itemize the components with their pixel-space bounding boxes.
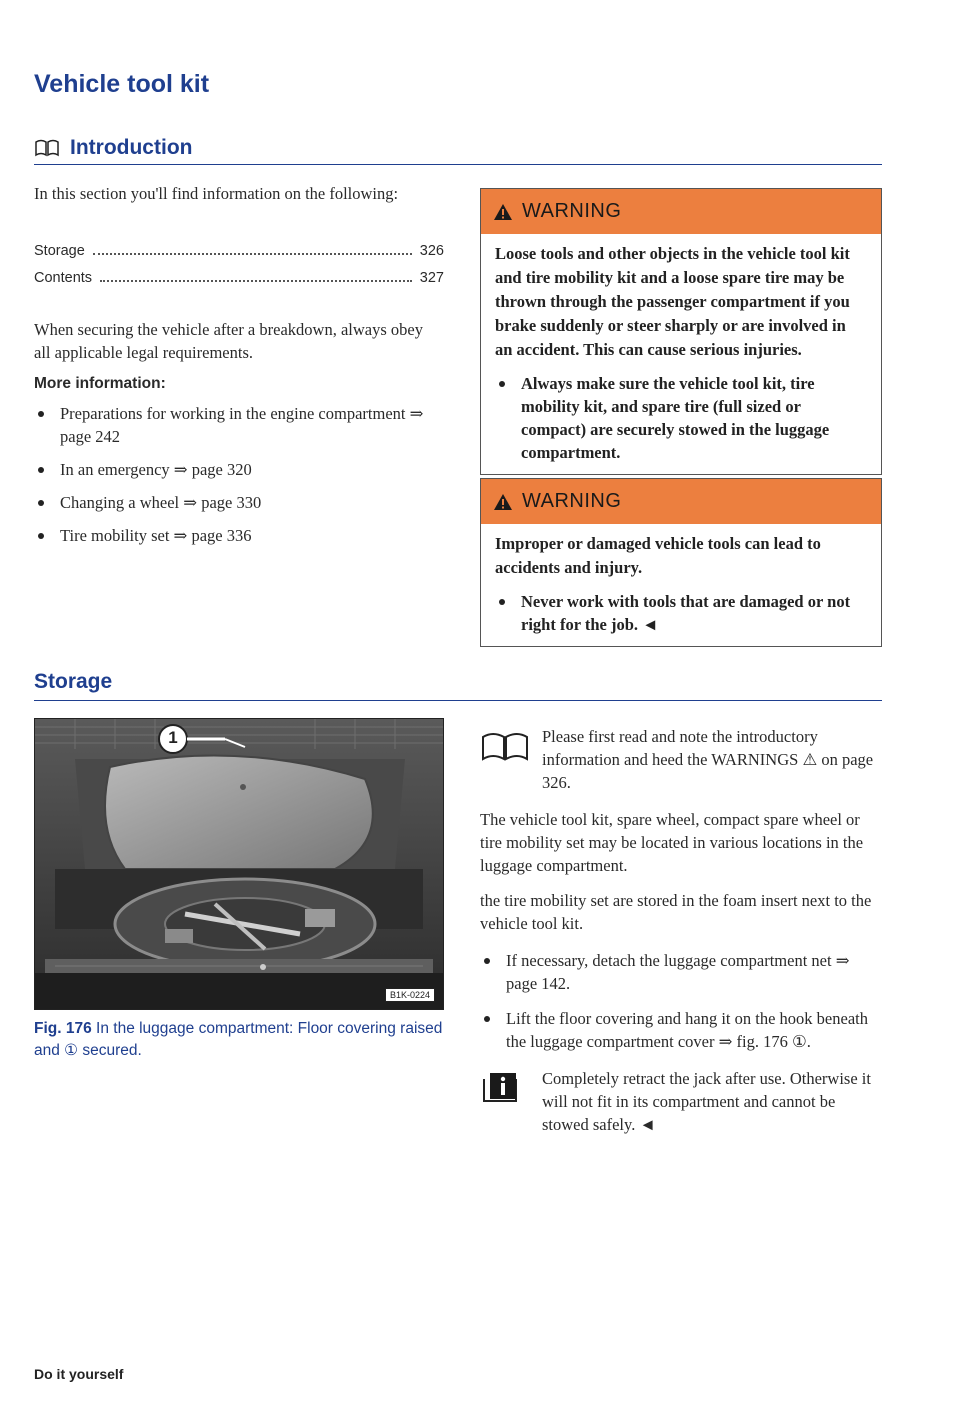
bullet-icon: [499, 381, 505, 387]
intro-note: When securing the vehicle after a breakdown, always obey all applicable legal requirements.: [34, 320, 423, 362]
toc-leader: [100, 280, 412, 282]
chapter-title: Vehicle tool kit: [34, 70, 210, 98]
toc-page: 326: [419, 243, 444, 259]
toc-label: Storage: [34, 243, 85, 259]
warning-icon: [493, 493, 513, 511]
intro-lead: In this section you'll find information on the following:: [34, 184, 399, 203]
bullet-icon: [38, 411, 44, 417]
luggage-compartment-illustration: [35, 719, 443, 1009]
warning-bullet: Never work with tools that are damaged or not right for the job. ◄: [495, 590, 867, 636]
warning-box: [480, 478, 882, 647]
warning-bullet: Always make sure the vehicle tool kit, tire mobility kit, and spare tire (full sized or compact) are securely stowed in the luggage compartment.: [495, 372, 867, 464]
warning-text: Loose tools and other objects in the vehicle tool kit and tire mobility kit and a loose spare tire may be thrown through the passenger compartment if you brake suddenly or steer sharply or are involved in an accident. This can cause serious injuries.: [495, 244, 850, 359]
toc-page: 327: [419, 270, 444, 286]
warning-box: [480, 188, 882, 475]
toc-leader: [93, 253, 412, 255]
bullet-icon: [499, 599, 505, 605]
list-item[interactable]: Lift the floor covering and hang it on the hook beneath the luggage compartment cover ⇒ fig. 176 ①.: [480, 1007, 880, 1053]
list-item[interactable]: Tire mobility set ⇒ page 336: [34, 524, 442, 547]
list-item[interactable]: In an emergency ⇒ page 320: [34, 458, 442, 481]
list-item[interactable]: If necessary, detach the luggage compartment net ⇒ page 142.: [480, 949, 880, 995]
warning-label: WARNING: [522, 200, 622, 222]
warning-header: [481, 479, 881, 524]
figure-photo: [34, 718, 444, 1010]
storage-body: [480, 725, 880, 1136]
toc-row[interactable]: [34, 270, 444, 286]
bullet-icon: [38, 467, 44, 473]
intro-rule: [34, 164, 882, 165]
list-item[interactable]: Preparations for working in the engine compartment ⇒ page 242: [34, 402, 442, 448]
list-item[interactable]: Changing a wheel ⇒ page 330: [34, 491, 442, 514]
storage-para1: The vehicle tool kit, spare wheel, compact spare wheel or tire mobility set may be located in various locations in the luggage compartment.: [480, 810, 864, 875]
info-icon: [480, 1071, 522, 1105]
intro-heading-row: [34, 136, 192, 160]
intro-heading: Introduction: [70, 136, 193, 159]
figure-callout: 1: [168, 728, 178, 747]
bullet-icon: [484, 1016, 490, 1022]
caption-text: In the luggage compartment: Floor covering raised and ① secured.: [34, 1020, 443, 1059]
warning-body: [481, 524, 881, 646]
bullet-icon: [38, 500, 44, 506]
storage-rule: [34, 700, 882, 701]
toc-row[interactable]: [34, 243, 444, 259]
storage-heading: Storage: [34, 670, 113, 693]
figure-caption: [34, 1018, 446, 1062]
caption-fig-number: Fig. 176: [34, 1020, 92, 1037]
figure-code: B1K-0224: [385, 988, 435, 1002]
bullet-icon: [38, 533, 44, 539]
warning-icon: [493, 203, 513, 221]
book-icon: [480, 729, 530, 763]
book-icon: [34, 138, 60, 158]
warning-text: Improper or damaged vehicle tools can lead to accidents and injury.: [495, 534, 821, 577]
tip-note: Completely retract the jack after use. Otherwise it will not fit in its compartment and cannot be stowed safely. ◄: [480, 1067, 880, 1136]
more-info-list: [34, 402, 442, 547]
storage-para2: the tire mobility set are stored in the foam insert next to the vehicle tool kit.: [480, 891, 872, 933]
toc-label: Contents: [34, 270, 93, 286]
page-footer: Do it yourself: [34, 1366, 124, 1382]
more-info-heading: More information:: [34, 375, 166, 392]
warning-header: [481, 189, 881, 234]
warning-label: WARNING: [522, 490, 622, 512]
intro-reference: Please first read and note the introductory information and heed the WARNINGS ⚠ on page 326.: [480, 725, 880, 794]
warning-body: [481, 234, 881, 474]
bullet-icon: [484, 958, 490, 964]
